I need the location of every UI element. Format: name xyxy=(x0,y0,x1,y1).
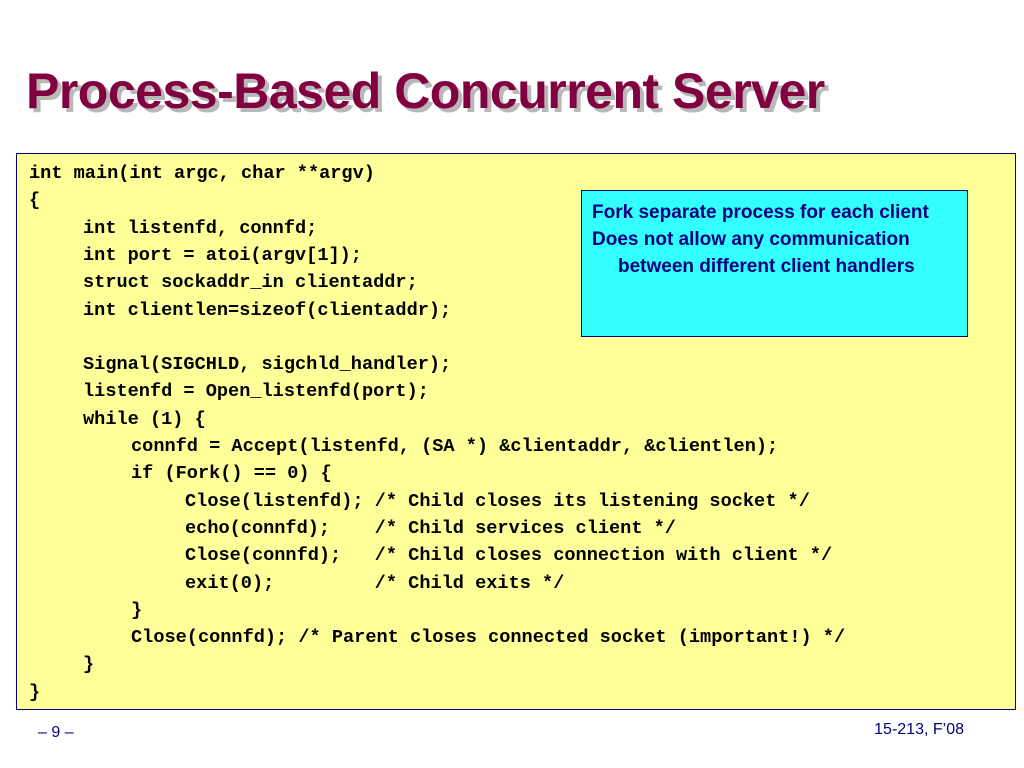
callout-box xyxy=(581,190,968,337)
code-line: echo(connfd); /* Child services client */ xyxy=(185,517,676,539)
code-line: } xyxy=(29,681,41,703)
code-line: while (1) { xyxy=(83,408,206,430)
code-line: connfd = Accept(listenfd, (SA *) &clientaddr, &clientlen); xyxy=(131,436,779,457)
course-label: 15-213, F’08 xyxy=(874,721,964,738)
code-line: int clientlen=sizeof(clientaddr); xyxy=(83,299,452,321)
code-line: } xyxy=(83,654,95,676)
page-number: – 9 – xyxy=(38,724,74,741)
code-line: Close(connfd); /* Child closes connection with client */ xyxy=(185,545,833,567)
code-line: Close(connfd); /* Parent closes connected socket (important!) */ xyxy=(131,627,846,649)
code-line: { xyxy=(29,190,41,212)
code-line: Close(listenfd); /* Child closes its listening socket */ xyxy=(185,490,810,512)
code-line: struct sockaddr_in clientaddr; xyxy=(83,272,418,294)
callout-item-no-communication: Does not allow any communication between different client handlers xyxy=(592,229,915,277)
slide-title: Process-Based Concurrent Server xyxy=(26,63,825,119)
callout-item-fork: Fork separate process for each client xyxy=(592,202,929,223)
code-line: int listenfd, connfd; xyxy=(83,217,318,239)
code-line: if (Fork() == 0) { xyxy=(131,463,332,485)
code-line: listenfd = Open_listenfd(port); xyxy=(83,381,429,403)
code-line: int port = atoi(argv[1]); xyxy=(83,244,362,266)
code-line: exit(0); /* Child exits */ xyxy=(185,572,565,594)
code-line: } xyxy=(131,599,143,621)
code-line: int main(int argc, char **argv) xyxy=(29,163,375,184)
code-line: Signal(SIGCHLD, sigchld_handler); xyxy=(83,354,452,376)
